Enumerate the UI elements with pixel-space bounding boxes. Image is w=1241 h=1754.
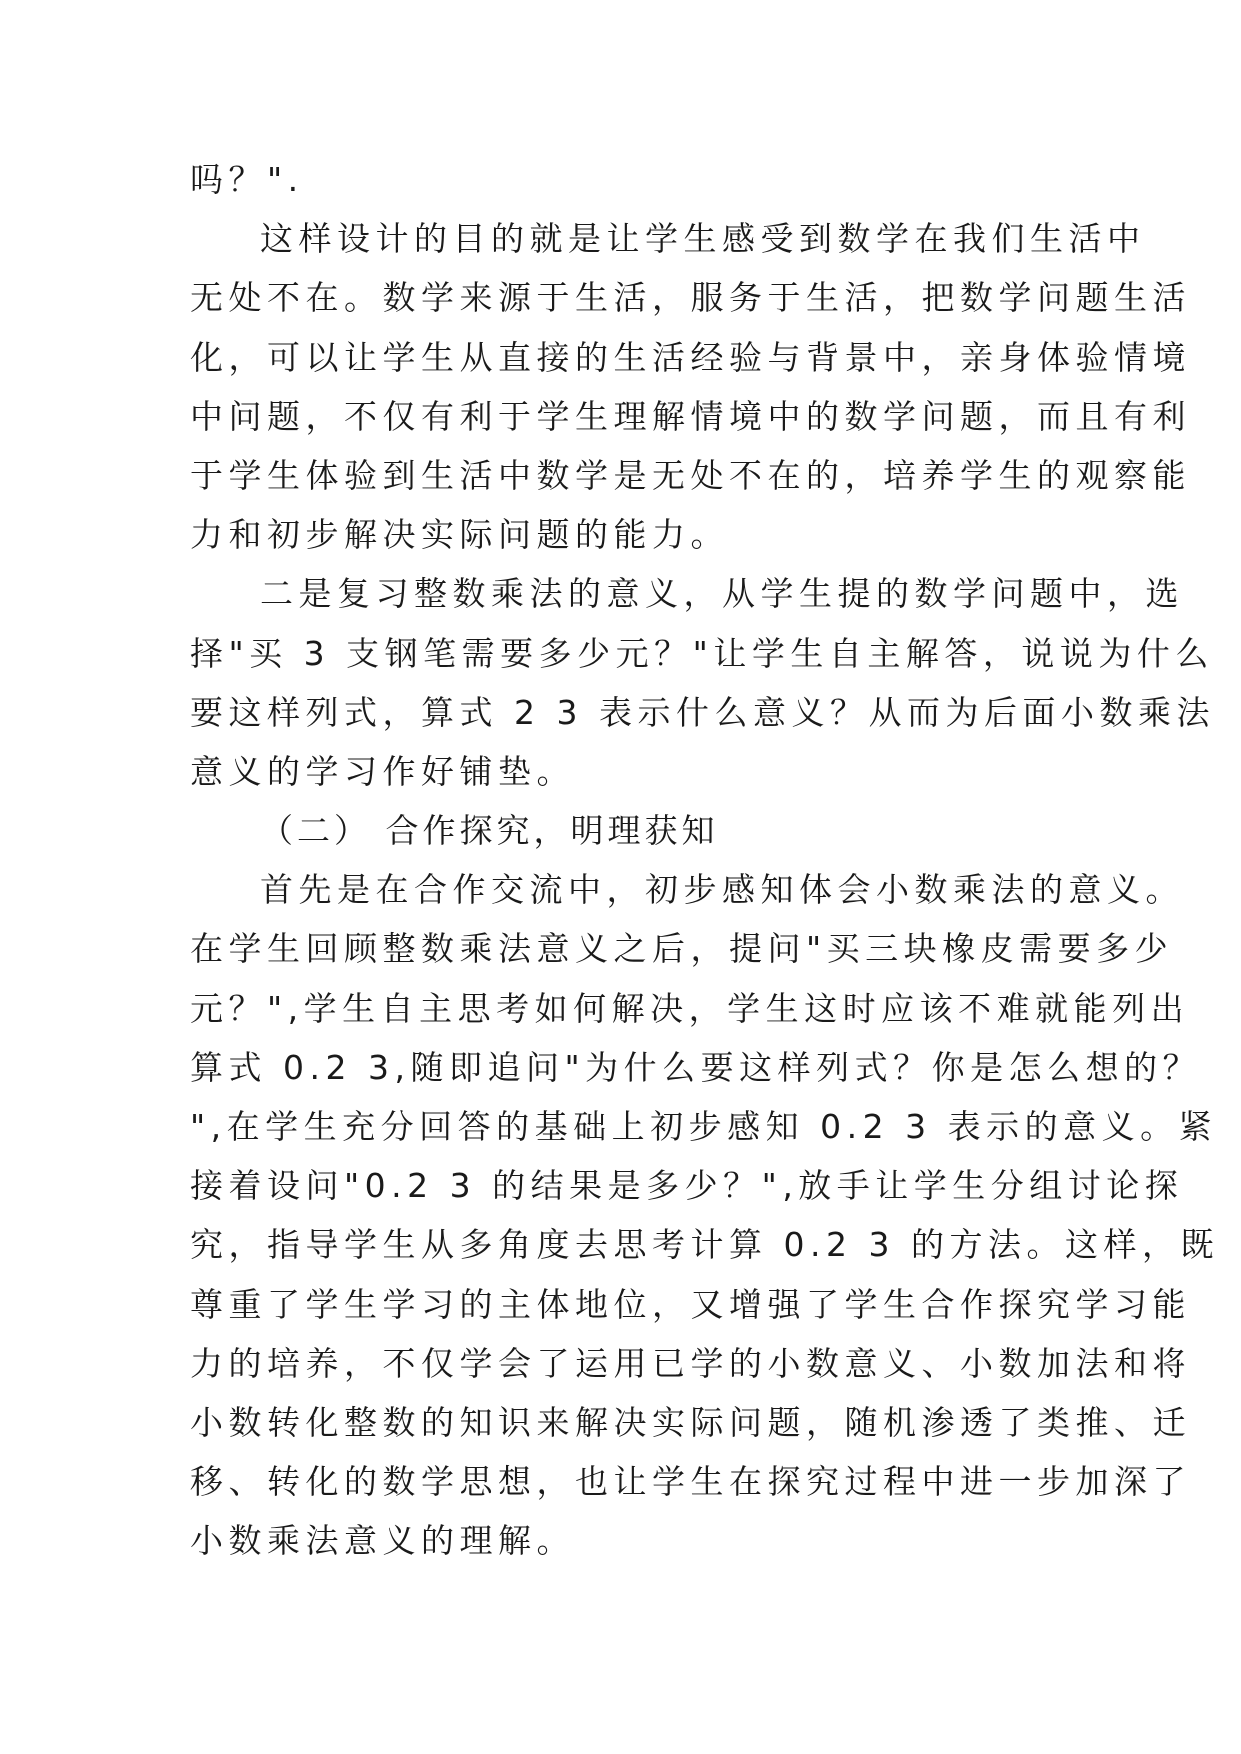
text-line: 力和初步解决实际问题的能力。 bbox=[190, 515, 729, 555]
text-line: 意义的学习作好铺垫。 bbox=[190, 751, 575, 791]
text-line: 于学生体验到生活中数学是无处不在的，培养学生的观察能 bbox=[190, 455, 1191, 495]
text-line: 尊重了学生学习的主体地位，又增强了学生合作探究学习能 bbox=[190, 1284, 1191, 1324]
text-line: 元？",学生自主思考如何解决，学生这时应该不难就能列出 bbox=[190, 988, 1190, 1028]
paragraph-start-line: 这样设计的目的就是让学生感受到数学在我们生活中 bbox=[260, 219, 1146, 259]
text-line: 择"买 3 支钢笔需要多少元？"让学生自主解答，说说为什么 bbox=[190, 633, 1214, 673]
section-heading: （二） 合作探究，明理获知 bbox=[260, 811, 719, 851]
text-line: 吗？". bbox=[190, 160, 304, 199]
text-line: 移、转化的数学思想，也让学生在探究过程中进一步加深了 bbox=[190, 1462, 1191, 1502]
paragraph-start-line: 首先是在合作交流中，初步感知体会小数乘法的意义。 bbox=[260, 870, 1184, 910]
text-line: 无处不在。数学来源于生活，服务于生活，把数学问题生活 bbox=[190, 278, 1191, 318]
text-line: 究，指导学生从多角度去思考计算 0.2 3 的方法。这样，既 bbox=[190, 1225, 1219, 1265]
paragraph-start-line: 二是复习整数乘法的意义，从学生提的数学问题中，选 bbox=[260, 574, 1184, 614]
text-line: 力的培养，不仅学会了运用已学的小数意义、小数加法和将 bbox=[190, 1343, 1191, 1383]
text-line: ",在学生充分回答的基础上初步感知 0.2 3 表示的意义。紧 bbox=[190, 1107, 1218, 1146]
text-line: 小数转化整数的知识来解决实际问题，随机渗透了类推、迁 bbox=[190, 1402, 1191, 1442]
text-line: 算式 0.2 3,随即追问"为什么要这样列式？你是怎么想的？ bbox=[190, 1047, 1202, 1087]
text-line: 接着设问"0.2 3 的结果是多少？",放手让学生分组讨论探 bbox=[190, 1166, 1184, 1206]
text-line: 中问题，不仅有利于学生理解情境中的数学问题，而且有利 bbox=[190, 396, 1191, 436]
text-line: 小数乘法意义的理解。 bbox=[190, 1521, 575, 1561]
text-line: 要这样列式，算式 2 3 表示什么意义？从而为后面小数乘法 bbox=[190, 692, 1215, 732]
text-line: 化，可以让学生从直接的生活经验与背景中，亲身体验情境 bbox=[190, 337, 1191, 377]
body-text bbox=[190, 150, 1219, 1571]
text-line: 在学生回顾整数乘法意义之后，提问"买三块橡皮需要多少 bbox=[190, 929, 1174, 969]
